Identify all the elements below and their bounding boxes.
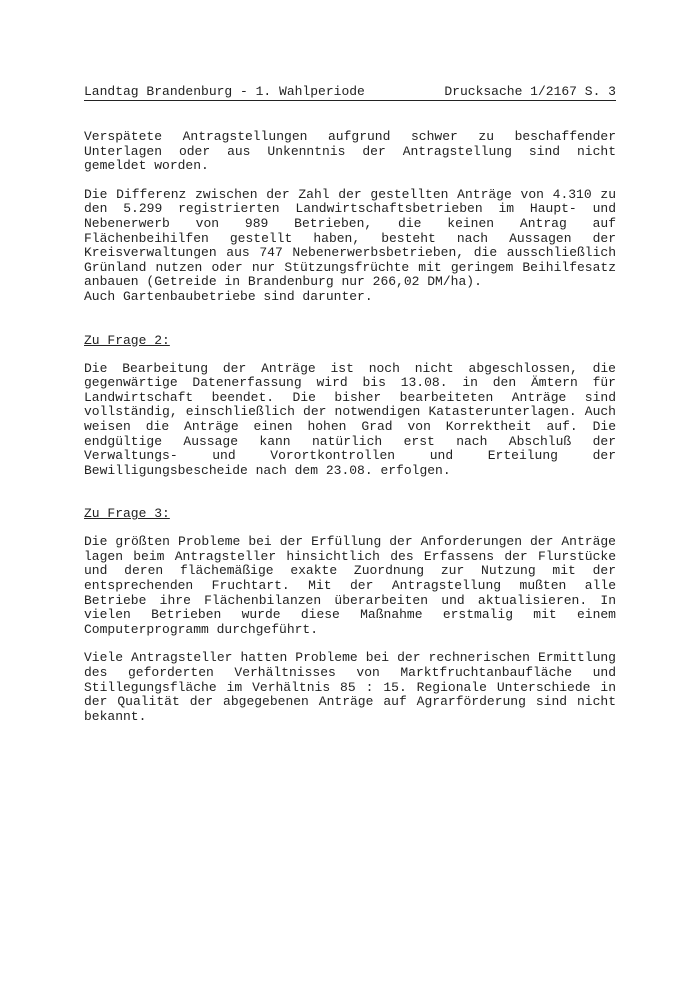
heading-question-2: Zu Frage 2: <box>84 332 170 348</box>
paragraph-difference-applications: Die Differenz zwischen der Zahl der gestellten Anträge von 4.310 zu den 5.299 registrierten Landwirtschaftsbetrieben im Haupt- und Nebenerwerb von 989 Betrieben, die keinen Antrag auf Flächenbeihilfen gestellt haben, besteht nach Aussagen der Kreisverwaltungen aus 747 Nebenerwerbsbetrieben, die ausschließlich Grünland nutzen oder nur Stützungsfrüchte mit geringem Beihilfesatz anbauen (Getreide in Brandenburg nur 266,02 DM/ha). <box>84 186 616 290</box>
heading-question-3: Zu Frage 3: <box>84 506 170 522</box>
page-header <box>84 84 616 101</box>
paragraph-main-problems: Die größten Probleme bei der Erfüllung der Anforderungen der Anträge lagen beim Antragsteller hinsichtlich des Erfassens der Flurstücke und deren flächemäßige exakte Zuordnung zur Nutzung mit der entsprechenden Fruchtart. Mit der Antragstellung mußten alle Betriebe ihre Flächenbilanzen überarbeiten und aktualisieren. In vielen Betrieben wurde diese Maßnahme erstmalig mit einem Computerprogramm durchgeführt. <box>84 534 616 637</box>
paragraph-late-applications: Verspätete Antragstellungen aufgrund schwer zu beschaffender Unterlagen oder aus Unkenntnis der Antragstellung sind nicht gemeldet worden. <box>84 129 616 174</box>
paragraph-calculation-problems: Viele Antragsteller hatten Probleme bei der rechnerischen Ermittlung des geforderten Verhältnisses von Marktfruchtanbaufläche und Stillegungsfläche im Verhältnis 85 : 15. Regionale Unterschiede in der Qualität der abgegebenen Anträge auf Agrarförderung sind nicht bekannt. <box>84 650 616 724</box>
header-title: Landtag Brandenburg - 1. Wahlperiode <box>84 84 365 99</box>
document-page <box>84 84 616 724</box>
paragraph-horticulture-note: Auch Gartenbaubetriebe sind darunter. <box>84 288 373 304</box>
header-document-number: Drucksache 1/2167 S. 3 <box>444 84 616 99</box>
paragraph-processing-status: Die Bearbeitung der Anträge ist noch nicht abgeschlossen, die gegenwärtige Datenerfassung wird bis 13.08. in den Ämtern für Landwirtschaft beendet. Die bisher bearbeiteten Anträge sind vollständig, einschließlich der notwendigen Katasterunterlagen. Auch weisen die Anträge einen hohen Grad von Korrektheit auf. Die endgültige Aussage kann natürlich erst nach Abschluß der Verwaltungs- und Vorortkontrollen und Erteilung der Bewilligungsbescheide nach dem 23.08. erfolgen. <box>84 360 616 478</box>
